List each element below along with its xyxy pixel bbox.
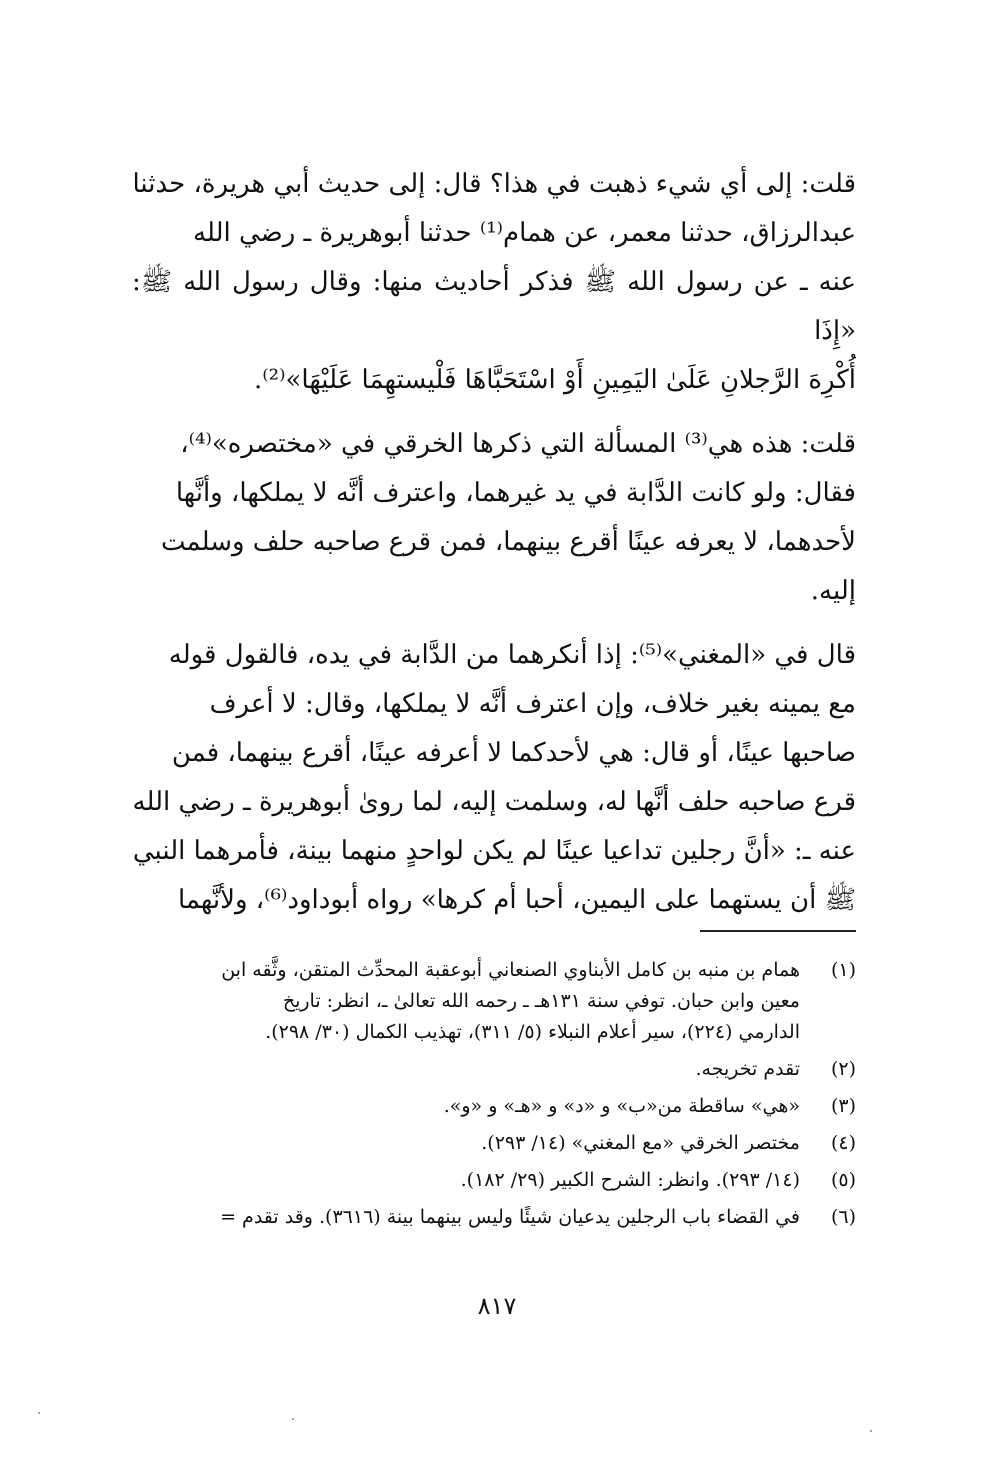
page-number: ٨١٧	[477, 1292, 517, 1320]
footnote-text	[110, 1128, 800, 1159]
footnote-5	[110, 1165, 856, 1196]
footnote-line: همام بن منبه بن كامل الأبناوي الصنعاني أبوعقبة المحدِّث المتقن، وثَّقه ابن	[221, 959, 800, 981]
text-line: عنه ـ عن رسول الله ﷺ فذكر أحاديث منها: وقال رسول الله ﷺ: «إِذَا	[132, 267, 856, 346]
footnote-text	[110, 1165, 800, 1196]
text-line: قال في «المغني»⁽⁵⁾: إذا أنكرهما من الدَّابة في يده، فالقول قوله	[168, 640, 856, 670]
footnote-line: مختصر الخرقي «مع المغني» (١٤/ ٢٩٣).	[481, 1132, 800, 1154]
text-line: عبدالرزاق، حدثنا معمر، عن همام⁽¹⁾ حدثنا أبوهريرة ـ رضي الله	[193, 218, 856, 248]
text-line: إليه.	[810, 576, 856, 606]
text-line: قلت: إلى أي شيء ذهبت في هذا؟ قال: إلى حديث أبي هريرة، حدثنا	[132, 169, 856, 199]
paragraph-3	[132, 631, 856, 925]
footnote-number: (٤)	[830, 1132, 856, 1154]
text-line: فقال: ولو كانت الدَّابة في يد غيرهما، واعترف أنَّه لا يملكها، وأنَّها	[175, 478, 856, 508]
footnote-line: معين وابن حبان. توفي سنة ١٣١هـ ـ رحمه الله تعالىٰ ـ، انظر: تاريخ	[282, 990, 800, 1012]
footnote-line: (١٤/ ٢٩٣). وانظر: الشرح الكبير (٢٩/ ١٨٢).	[460, 1169, 800, 1191]
footnote-line: في القضاء باب الرجلين يدعيان شيئًا وليس بينهما بينة (٣٦١٦). وقد تقدم =	[220, 1206, 800, 1228]
footnote-line: الدارمي (٢٢٤)، سير أعلام النبلاء (٥/ ٣١١)، تهذيب الكمال (٣٠/ ٢٩٨).	[265, 1021, 800, 1043]
text-line: أُكْرِهَ الرَّجلانِ عَلَىٰ اليَمِينِ أَوْ اسْتَحَبَّاهَا فَلْيستهِمَا عَلَيْهَا»⁽²⁾.	[254, 365, 856, 395]
footnote-line: تقدم تخريجه.	[695, 1058, 800, 1080]
footnote-text	[110, 1091, 800, 1122]
footnote-number: (٣)	[830, 1095, 856, 1117]
main-text	[132, 160, 856, 940]
footnotes	[110, 955, 856, 1239]
text-line: عنه ـ: «أنَّ رجلين تداعيا عينًا لم يكن لواحدٍ منهما بينة، فأمرهما النبي	[132, 836, 856, 866]
text-line: ﷺ أن يستهما على اليمين، أحبا أم كرها» رواه أبوداود⁽⁶⁾، ولأنَّهما	[177, 885, 856, 915]
footnote-3	[110, 1091, 856, 1122]
text-line: صاحبها عينًا، أو قال: هي لأحدكما لا أعرفه عينًا، أقرع بينهما، فمن	[171, 738, 856, 768]
footnote-line: «هي» ساقطة من«ب» و «د» و «هـ» و «و».	[443, 1095, 800, 1117]
text-line: قرع صاحبه حلف أنَّها له، وسلمت إليه، لما روىٰ أبوهريرة ـ رضي الله	[132, 787, 856, 817]
text-line: مع يمينه بغير خلاف، وإن اعترف أنَّه لا يملكها، وقال: لا أعرف	[209, 689, 856, 719]
text-line: لأحدهما، لا يعرفه عينًا أقرع بينهما، فمن قرع صاحبه حلف وسلمت	[161, 527, 856, 557]
footnote-number: (٢)	[830, 1058, 856, 1080]
text-line: قلت: هذه هي⁽³⁾ المسألة التي ذكرها الخرقي في «مختصره»⁽⁴⁾،	[180, 429, 856, 459]
footnote-text	[110, 1202, 800, 1233]
footnote-4	[110, 1128, 856, 1159]
scan-speck	[38, 1412, 40, 1414]
footnote-separator	[700, 930, 856, 932]
paragraph-2	[132, 420, 856, 616]
footnote-number: (٥)	[830, 1169, 856, 1191]
scan-speck	[870, 1430, 872, 1432]
footnote-number: (١)	[830, 959, 856, 981]
footnote-text	[110, 1054, 800, 1085]
footnote-6	[110, 1202, 856, 1233]
paragraph-1	[132, 160, 856, 405]
scan-speck	[292, 1418, 294, 1420]
footnote-1	[110, 955, 856, 1048]
footnote-2	[110, 1054, 856, 1085]
footnote-text	[110, 955, 800, 1048]
footnote-number: (٦)	[830, 1206, 856, 1228]
